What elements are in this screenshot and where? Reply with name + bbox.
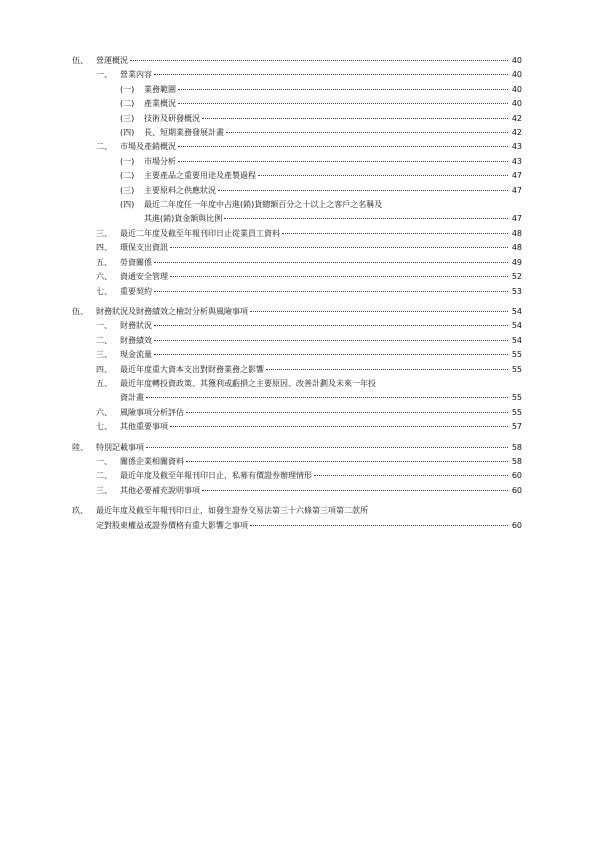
toc-entry[interactable] <box>72 305 522 319</box>
toc-entry-number: 一、 <box>96 456 112 466</box>
toc-entry-title: 資計畫 <box>120 393 144 403</box>
toc-entry[interactable] <box>72 54 522 68</box>
toc-page-number: 57 <box>511 422 522 432</box>
toc-page-number: 55 <box>511 407 522 417</box>
dot-leader <box>282 233 508 234</box>
toc-entry-title: 最近二年度任一年度中占進(銷)貨總額百分之十以上之客戶之名稱及 <box>144 200 383 210</box>
toc-entry[interactable] <box>72 363 522 377</box>
toc-entry-number: 六、 <box>96 407 112 417</box>
toc-entry[interactable] <box>72 256 522 270</box>
toc-page-number: 54 <box>511 321 522 331</box>
dot-leader <box>170 247 508 248</box>
toc-entry-title: 關係企業相關資料 <box>120 456 184 466</box>
toc-entry-number: 五、 <box>96 257 112 267</box>
toc-entry-number: 七、 <box>96 286 112 296</box>
dot-leader <box>154 354 508 355</box>
dot-leader <box>178 146 508 147</box>
toc-entry[interactable] <box>72 455 522 469</box>
toc-entry-title: 長、短期業務發展計畫 <box>144 128 224 138</box>
dot-leader <box>154 74 508 75</box>
dot-leader <box>154 262 508 263</box>
toc-entry-title: 產業概況 <box>144 99 176 109</box>
toc-entry[interactable] <box>72 484 522 498</box>
toc-entry-title: 最近二年度及截至年報刊印日止從業員工資料 <box>120 228 280 238</box>
toc-page-number: 60 <box>511 485 522 495</box>
dot-leader <box>178 103 508 104</box>
toc-entry[interactable] <box>72 319 522 333</box>
toc-entry-number: 玖、 <box>72 506 88 516</box>
toc-page-number: 43 <box>511 156 522 166</box>
toc-entry[interactable] <box>72 155 522 169</box>
dot-leader <box>250 525 508 526</box>
toc-entry-number: 伍、 <box>72 56 88 65</box>
toc-entry-title: 主要原料之供應狀況 <box>144 185 216 195</box>
toc-entry[interactable] <box>72 504 522 533</box>
toc-page-number: 60 <box>511 471 522 481</box>
toc-entry[interactable] <box>72 241 522 255</box>
toc-entry[interactable] <box>72 348 522 362</box>
toc-page-number: 47 <box>511 171 522 181</box>
toc-page-number: 58 <box>511 456 522 466</box>
toc-entry-number: 三、 <box>96 228 112 238</box>
dot-leader <box>202 490 508 491</box>
toc-entry[interactable] <box>72 126 522 140</box>
toc-entry-number: 二、 <box>96 471 112 481</box>
toc-entry-number: 二、 <box>96 335 112 345</box>
toc-entry-title: 勞資關係 <box>120 257 152 267</box>
toc-entry[interactable] <box>72 68 522 82</box>
toc-entry-title: 環保支出資訊 <box>120 243 168 253</box>
toc-page-number: 49 <box>511 257 522 267</box>
toc-entry-title: 營運概況 <box>96 56 128 65</box>
toc-entry-number: 二、 <box>96 142 112 152</box>
dot-leader <box>146 447 508 448</box>
toc-entry[interactable] <box>72 140 522 154</box>
toc-page-number: 48 <box>511 228 522 238</box>
toc-entry-number: 陸、 <box>72 442 88 452</box>
toc-entry[interactable] <box>72 469 522 483</box>
dot-leader <box>178 161 508 162</box>
toc-entry-title: 市場及產銷概況 <box>120 142 176 152</box>
dot-leader <box>170 426 508 427</box>
toc-entry-title: 營業內容 <box>120 70 152 80</box>
toc-page-number: 55 <box>511 393 522 403</box>
toc-entry-number: 七、 <box>96 422 112 432</box>
toc-page-number: 47 <box>511 185 522 195</box>
toc-entry[interactable] <box>72 420 522 434</box>
toc-entry-title: 財務狀況及財務績效之檢討分析與風險事項 <box>96 306 248 316</box>
dot-leader <box>170 276 508 277</box>
toc-entry-title: 最近年度及截至年報刊印日止，私募有價證券辦理情形 <box>120 471 312 481</box>
toc-entry[interactable] <box>72 112 522 126</box>
toc-entry-title: 特別記載事項 <box>96 442 144 452</box>
dot-leader <box>130 60 508 61</box>
toc-page-number: 40 <box>511 84 522 94</box>
dot-leader <box>146 397 508 398</box>
toc-entry-title: 重要契約 <box>120 286 152 296</box>
dot-leader <box>226 132 508 133</box>
toc-entry-title: 最近年度重大資本支出對財務業務之影響 <box>120 364 264 374</box>
dot-leader <box>202 118 508 119</box>
toc-page-number: 48 <box>511 243 522 253</box>
toc-entry-title: 風險事項分析評估 <box>120 407 184 417</box>
toc-entry-number: (二) <box>120 99 135 109</box>
toc-entry-number: (四) <box>120 128 135 138</box>
toc-page-number: 40 <box>511 70 522 80</box>
toc-entry-number: (三) <box>120 113 135 123</box>
dot-leader <box>186 412 508 413</box>
toc-entry[interactable] <box>72 406 522 420</box>
toc-entry-number: (一) <box>120 84 135 94</box>
dot-leader <box>314 475 508 476</box>
toc-entry-number: (一) <box>120 156 135 166</box>
toc-page-number: 42 <box>511 113 522 123</box>
toc-page-number: 54 <box>511 306 522 316</box>
toc-entry-number: 四、 <box>96 243 112 253</box>
toc-entry-title: 最近年度轉投資政策、其獲利或虧損之主要原因、改善計劃及未來一年投 <box>120 378 376 388</box>
toc-entry[interactable] <box>72 198 522 227</box>
toc-entry-title: 市場分析 <box>144 156 176 166</box>
toc-page-number: 60 <box>511 520 522 530</box>
toc-entry-number: 五、 <box>96 378 112 388</box>
toc-entry[interactable] <box>72 169 522 183</box>
toc-entry-number: 一、 <box>96 70 112 80</box>
toc-entry[interactable] <box>72 441 522 455</box>
toc-entry-title: 定對股東權益或證券價格有重大影響之事項 <box>96 520 248 530</box>
toc-entry-title: 最近年度及截至年報刊印日止，如發生證券交易法第三十六條第三項第二款所 <box>96 506 368 516</box>
toc-entry-number: 四、 <box>96 364 112 374</box>
toc-entry-title: 技術及研發概況 <box>144 113 200 123</box>
dot-leader <box>154 325 508 326</box>
toc-entry-number: 伍、 <box>72 306 88 316</box>
toc-entry[interactable] <box>72 83 522 97</box>
dot-leader <box>178 89 508 90</box>
toc-page-number: 58 <box>511 442 522 452</box>
toc-page-number: 52 <box>511 272 522 282</box>
dot-leader <box>186 461 508 462</box>
toc-entry[interactable] <box>72 97 522 111</box>
toc-entry-number: (二) <box>120 171 135 181</box>
toc-entry-title: 現金流量 <box>120 350 152 360</box>
toc-entry-title: 其他必要補充說明事項 <box>120 485 200 495</box>
dot-leader <box>218 190 508 191</box>
toc-entry[interactable] <box>72 285 522 299</box>
dot-leader <box>154 291 508 292</box>
table-of-contents <box>72 54 522 533</box>
toc-entry-title: 主要產品之重要用途及產製過程 <box>144 171 256 181</box>
toc-page-number: 40 <box>511 99 522 109</box>
toc-page-number: 55 <box>511 350 522 360</box>
toc-entry-number: (三) <box>120 185 135 195</box>
toc-page-number: 47 <box>511 214 522 224</box>
dot-leader <box>266 369 508 370</box>
toc-page-number: 42 <box>511 128 522 138</box>
toc-entry-title: 其他重要事項 <box>120 422 168 432</box>
toc-entry[interactable] <box>72 334 522 348</box>
toc-entry-number: 一、 <box>96 321 112 331</box>
toc-entry[interactable] <box>72 270 522 284</box>
dot-leader <box>224 218 508 219</box>
toc-entry[interactable] <box>72 184 522 198</box>
toc-entry-number: 六、 <box>96 272 112 282</box>
toc-entry-title: 業務範圍 <box>144 84 176 94</box>
toc-entry[interactable] <box>72 377 522 406</box>
toc-entry-number: 三、 <box>96 485 112 495</box>
toc-entry-number: (四) <box>120 200 135 210</box>
dot-leader <box>250 311 508 312</box>
toc-page-number: 43 <box>511 142 522 152</box>
toc-entry-title: 資通安全管理 <box>120 272 168 282</box>
toc-page-number: 54 <box>511 335 522 345</box>
dot-leader <box>154 340 508 341</box>
dot-leader <box>258 175 508 176</box>
toc-entry-title: 其進(銷)貨金額與比例 <box>144 214 223 224</box>
toc-entry-number: 三、 <box>96 350 112 360</box>
toc-entry[interactable] <box>72 227 522 241</box>
toc-page-number: 53 <box>511 286 522 296</box>
toc-entry-title: 財務狀況 <box>120 321 152 331</box>
toc-page-number: 40 <box>511 56 522 65</box>
toc-entry-title: 財務績效 <box>120 335 152 345</box>
toc-page-number: 55 <box>511 364 522 374</box>
